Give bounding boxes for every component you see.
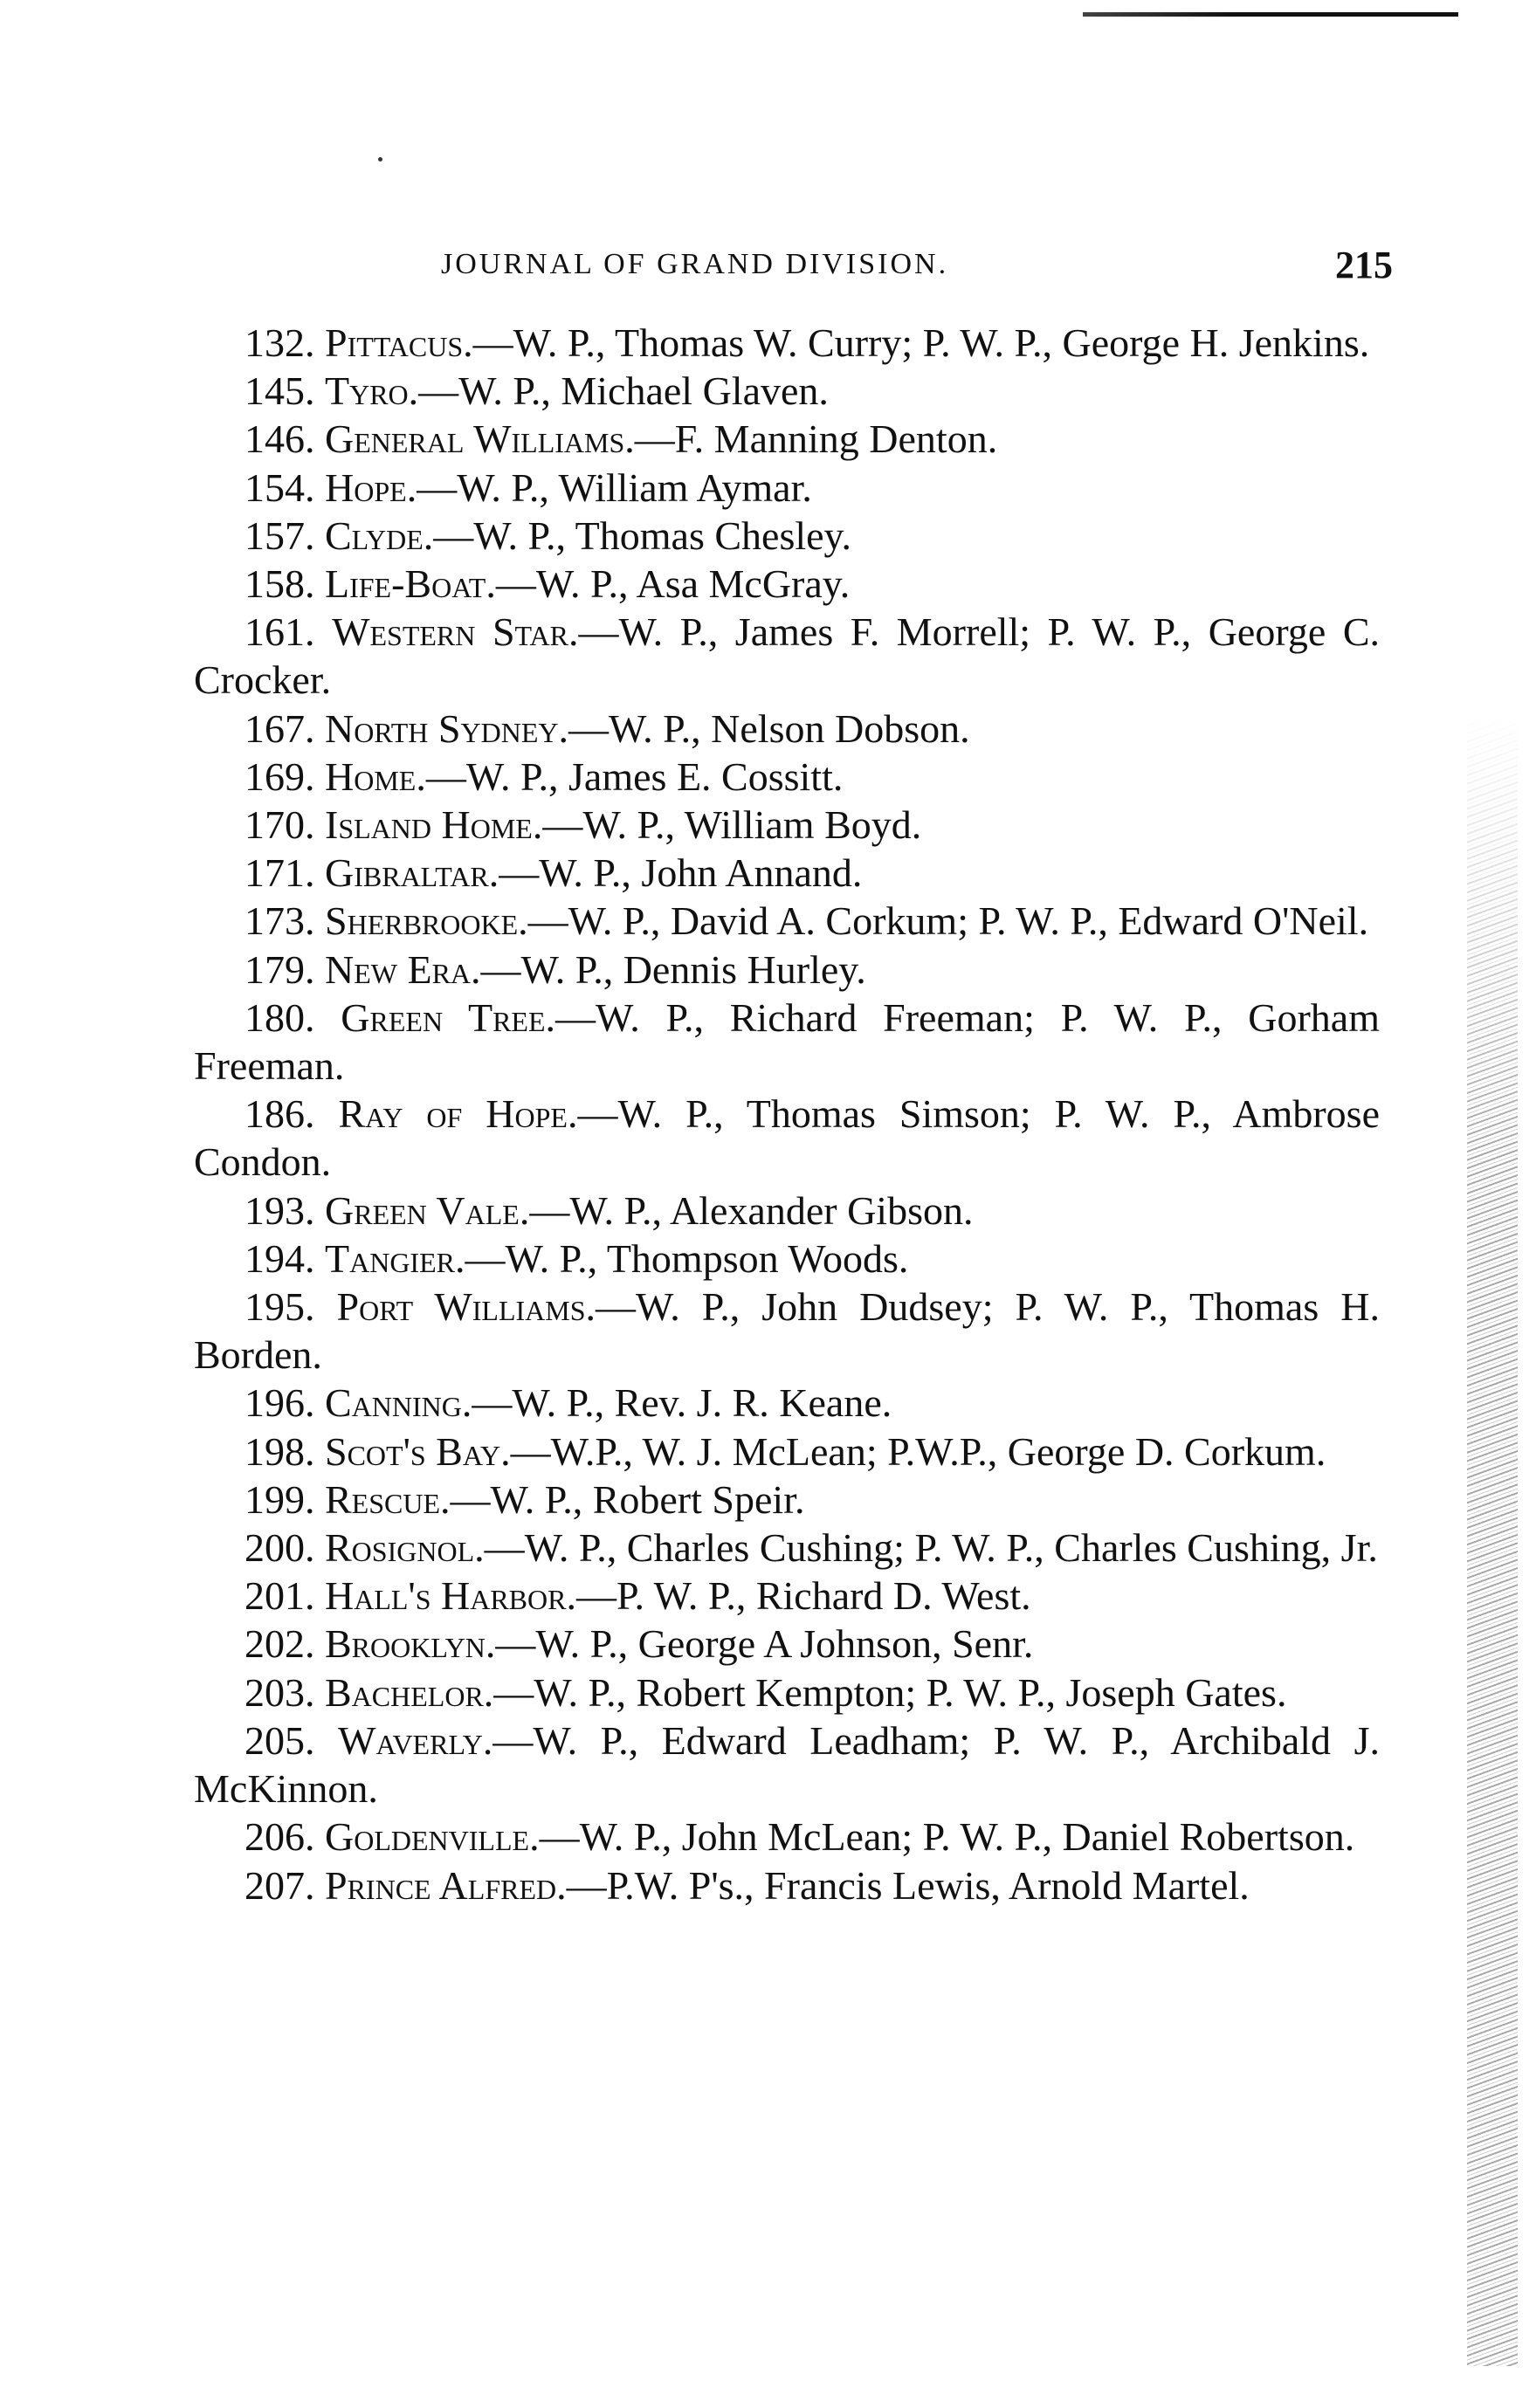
division-name: New Era xyxy=(325,946,472,992)
division-name: Tyro xyxy=(325,368,409,414)
officer-details: .—W. P., Michael Glaven. xyxy=(408,368,829,414)
division-list xyxy=(194,319,1380,1909)
entry-number: 194. xyxy=(245,1235,315,1281)
division-entry xyxy=(194,560,1380,608)
division-name: General Williams xyxy=(325,416,625,462)
division-entry xyxy=(194,1283,1380,1379)
officer-details: .—F. Manning Denton. xyxy=(624,416,998,462)
entry-number: 161. xyxy=(245,609,315,655)
division-name: Waverly xyxy=(338,1717,483,1763)
division-entry xyxy=(194,946,1380,994)
division-entry xyxy=(194,1379,1380,1427)
entry-number: 201. xyxy=(245,1573,315,1619)
division-entry xyxy=(194,1187,1380,1235)
division-name: Hope xyxy=(325,464,407,510)
officer-details: .—W. P., Robert Kempton; P. W. P., Joseph Gates. xyxy=(483,1669,1287,1715)
entry-number: 154. xyxy=(245,464,315,510)
top-rule xyxy=(1083,12,1458,17)
entry-number: 145. xyxy=(245,368,315,414)
officer-details: .—W. P., Charles Cushing; P. W. P., Charles Cushing, Jr. xyxy=(474,1525,1378,1571)
division-entry xyxy=(194,897,1380,945)
officer-details: .—W. P., George A Johnson, Senr. xyxy=(485,1621,1034,1667)
division-entry xyxy=(194,705,1380,753)
entry-number: 199. xyxy=(245,1476,315,1522)
entry-number: 205. xyxy=(245,1717,315,1763)
division-name: North Sydney xyxy=(325,705,559,751)
division-entry xyxy=(194,608,1380,704)
division-name: Tangier xyxy=(325,1235,455,1281)
entry-number: 158. xyxy=(245,561,315,607)
officer-details: .—W. P., Alexander Gibson. xyxy=(519,1187,974,1233)
officer-details: .—W. P., James F. Morrell; P. W. P., George C. Crocker. xyxy=(194,609,1380,703)
entry-number: 132. xyxy=(245,320,315,365)
division-name: Scot's Bay xyxy=(325,1428,501,1474)
officer-details: .—P. W. P., Richard D. West. xyxy=(566,1573,1031,1619)
division-name: Gibraltar xyxy=(325,850,489,896)
officer-details: .—W. P., Thomas Chesley. xyxy=(423,513,852,558)
officer-details: .—W. P., David A. Corkum; P. W. P., Edward O'Neil. xyxy=(518,898,1369,944)
division-name: Canning xyxy=(325,1380,462,1426)
division-entry xyxy=(194,1476,1380,1524)
division-entry xyxy=(194,994,1380,1090)
division-name: Hall's Harbor xyxy=(325,1573,567,1619)
division-entry xyxy=(194,1813,1380,1861)
division-name: Green Vale xyxy=(325,1187,520,1233)
officer-details: .—P.W. P's., Francis Lewis, Arnold Martel. xyxy=(556,1862,1250,1908)
officer-details: .—W.P., W. J. McLean; P.W.P., George D. Corkum. xyxy=(500,1428,1326,1474)
division-entry xyxy=(194,1861,1380,1909)
division-entry xyxy=(194,801,1380,849)
officer-details: .—W. P., William Aymar. xyxy=(406,464,812,510)
scanned-margin-fade xyxy=(1467,716,1518,1152)
officer-details: .—W. P., Thomas Simson; P. W. P., Ambrose Condon. xyxy=(194,1091,1381,1185)
ink-speck xyxy=(378,157,382,162)
entry-number: 186. xyxy=(245,1091,315,1137)
entry-number: 180. xyxy=(245,994,315,1040)
entry-number: 203. xyxy=(245,1669,315,1715)
division-entry xyxy=(194,1620,1380,1668)
division-name: Goldenville xyxy=(325,1814,530,1860)
entry-number: 198. xyxy=(245,1428,315,1474)
division-name: Sherbrooke xyxy=(325,898,519,944)
division-name: Rescue xyxy=(325,1476,441,1522)
division-name: Life-Boat xyxy=(325,561,486,607)
officer-details: .—W. P., Edward Leadham; P. W. P., Archibald J. McKinnon. xyxy=(194,1717,1380,1812)
entry-number: 171. xyxy=(245,850,315,896)
entry-number: 193. xyxy=(245,1187,315,1233)
entry-number: 202. xyxy=(245,1621,315,1667)
division-name: Ray of Hope xyxy=(338,1091,568,1137)
page-number: 215 xyxy=(1335,244,1393,286)
division-name: Island Home xyxy=(325,802,533,848)
division-name: Brooklyn xyxy=(325,1621,486,1667)
officer-details: .—W. P., John Dudsey; P. W. P., Thomas H. Borden. xyxy=(194,1284,1380,1378)
division-name: Home xyxy=(325,753,417,799)
officer-details: .—W. P., John Annand. xyxy=(488,850,863,896)
running-title: JOURNAL OF GRAND DIVISION. xyxy=(441,248,949,280)
division-entry xyxy=(194,319,1380,367)
entry-number: 206. xyxy=(245,1814,315,1860)
page-header xyxy=(441,243,1393,295)
division-entry xyxy=(194,1090,1380,1186)
officer-details: .—W. P., Asa McGray. xyxy=(486,561,851,607)
division-name: Green Tree xyxy=(341,994,546,1040)
division-entry xyxy=(194,1572,1380,1620)
officer-details: .—W. P., Nelson Dobson. xyxy=(558,705,970,751)
officer-details: .—W. P., John McLean; P. W. P., Daniel Robertson. xyxy=(529,1814,1355,1860)
entry-number: 207. xyxy=(245,1862,315,1908)
division-entry xyxy=(194,464,1380,512)
division-name: Clyde xyxy=(325,513,424,558)
division-entry xyxy=(194,1428,1380,1476)
division-name: Rosignol xyxy=(325,1525,475,1571)
division-name: Port Williams xyxy=(336,1284,586,1330)
entry-number: 170. xyxy=(245,802,315,848)
entry-number: 167. xyxy=(245,705,315,751)
division-entry xyxy=(194,1524,1380,1572)
division-entry xyxy=(194,367,1380,415)
division-entry xyxy=(194,1235,1380,1283)
entry-number: 179. xyxy=(245,946,315,992)
division-name: Western Star xyxy=(332,609,568,655)
entry-number: 169. xyxy=(245,753,315,799)
entry-number: 157. xyxy=(245,513,315,558)
officer-details: .—W. P., Richard Freeman; P. W. P., Gorham Freeman. xyxy=(194,994,1381,1089)
officer-details: .—W. P., Robert Speir. xyxy=(440,1476,805,1522)
officer-details: .—W. P., Dennis Hurley. xyxy=(471,946,866,992)
entry-number: 146. xyxy=(245,416,315,462)
division-entry xyxy=(194,1717,1380,1813)
division-name: Prince Alfred xyxy=(325,1862,557,1908)
division-entry xyxy=(194,753,1380,801)
officer-details: .—W. P., Thompson Woods. xyxy=(454,1235,909,1281)
officer-details: .—W. P., James E. Cossitt. xyxy=(416,753,844,799)
officer-details: .—W. P., William Boyd. xyxy=(532,802,922,848)
officer-details: .—W. P., Thomas W. Curry; P. W. P., George H. Jenkins. xyxy=(463,320,1370,365)
division-entry xyxy=(194,415,1380,463)
entry-number: 173. xyxy=(245,898,315,944)
division-entry xyxy=(194,1668,1380,1717)
officer-details: .—W. P., Rev. J. R. Keane. xyxy=(461,1380,892,1426)
division-entry xyxy=(194,512,1380,560)
entry-number: 200. xyxy=(245,1525,315,1571)
division-entry xyxy=(194,849,1380,897)
entry-number: 195. xyxy=(245,1284,315,1330)
division-name: Pittacus xyxy=(325,320,464,365)
entry-number: 196. xyxy=(245,1380,315,1426)
division-name: Bachelor xyxy=(325,1669,484,1715)
